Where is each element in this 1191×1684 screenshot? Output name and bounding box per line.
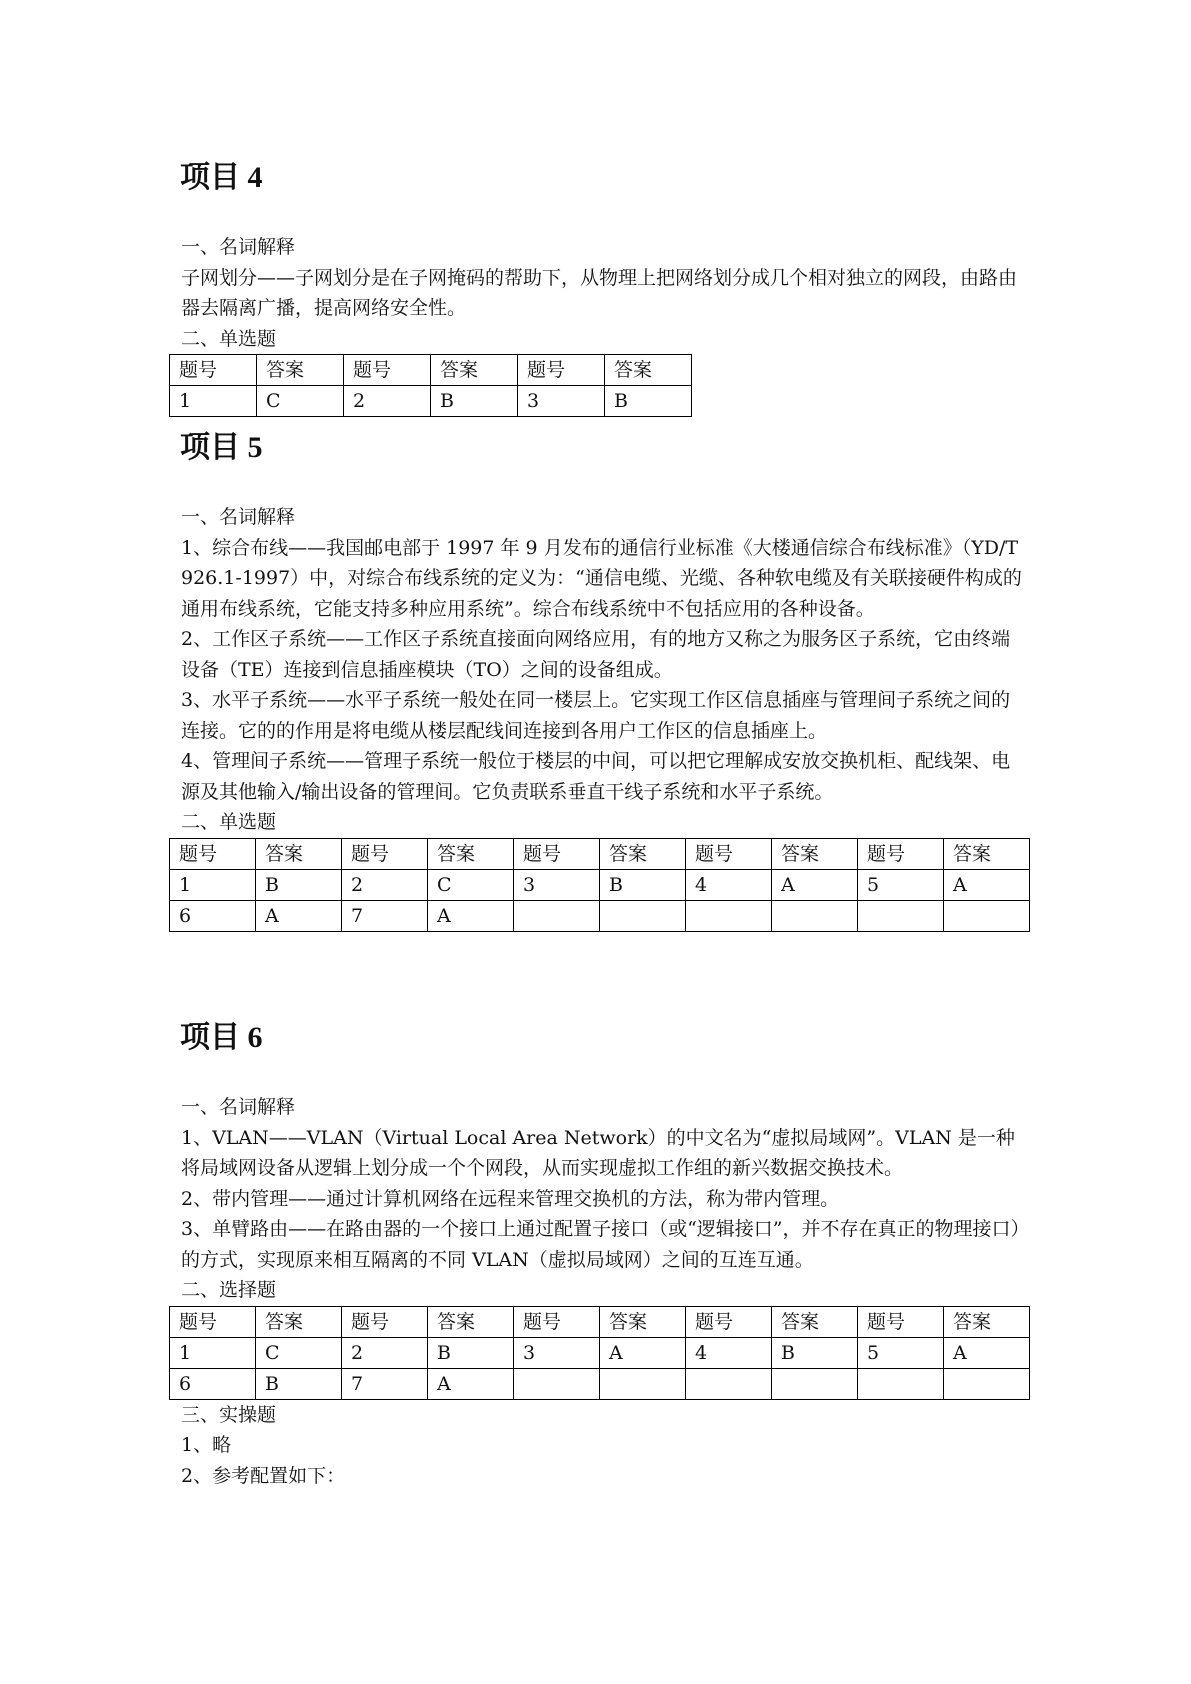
table-row bbox=[170, 386, 692, 417]
table-header-cell: 答案 bbox=[600, 1306, 686, 1337]
table-cell: C bbox=[428, 869, 514, 900]
table-header-cell: 答案 bbox=[257, 355, 344, 386]
paragraph: 4、管理间子系统——管理子系统一般位于楼层的中间，可以把它理解成安放交换机柜、配线架、电源及其他输入/输出设备的管理间。它负责联系垂直干线子系统和水平子系统。 bbox=[181, 750, 1011, 803]
section-title: 项目 5 bbox=[180, 431, 263, 464]
table-cell: 1 bbox=[170, 386, 257, 417]
table-cell: 3 bbox=[514, 869, 600, 900]
paragraph: 3、水平子系统——水平子系统一般处在同一楼层上。它实现工作区信息插座与管理间子系统之间的连接。它的的作用是将电缆从楼层配线间连接到各用户工作区的信息插座上。 bbox=[181, 689, 1011, 742]
table-cell bbox=[600, 1368, 686, 1399]
table-header-cell: 答案 bbox=[944, 1306, 1030, 1337]
table-cell: B bbox=[256, 869, 342, 900]
table-header-cell: 题号 bbox=[342, 838, 428, 869]
table-row bbox=[170, 1368, 1030, 1399]
answer-table bbox=[169, 1306, 1030, 1400]
table-header-row bbox=[170, 838, 1030, 869]
section-title: 项目 6 bbox=[180, 1021, 263, 1054]
table-row bbox=[170, 869, 1030, 900]
paragraph: 2、带内管理——通过计算机网络在远程来管理交换机的方法，称为带内管理。 bbox=[181, 1187, 840, 1210]
table-header-cell: 题号 bbox=[170, 1306, 256, 1337]
table-header-cell: 答案 bbox=[256, 838, 342, 869]
table-cell: B bbox=[600, 869, 686, 900]
table-cell: B bbox=[605, 386, 692, 417]
table-header-cell: 答案 bbox=[600, 838, 686, 869]
table-header-cell: 题号 bbox=[518, 355, 605, 386]
table-header-cell: 题号 bbox=[686, 838, 772, 869]
table-cell: B bbox=[431, 386, 518, 417]
table-header-cell: 答案 bbox=[772, 838, 858, 869]
table-header-cell: 题号 bbox=[686, 1306, 772, 1337]
table-cell bbox=[514, 900, 600, 931]
table-cell: B bbox=[772, 1337, 858, 1368]
table-header-cell: 题号 bbox=[514, 838, 600, 869]
table-cell: A bbox=[944, 1337, 1030, 1368]
table-header-cell: 题号 bbox=[858, 1306, 944, 1337]
table-cell: 7 bbox=[342, 900, 428, 931]
subheading-choice: 二、单选题 bbox=[181, 327, 277, 350]
table-cell: A bbox=[772, 869, 858, 900]
table-cell: 6 bbox=[170, 1368, 256, 1399]
table-cell: 2 bbox=[342, 869, 428, 900]
table-cell bbox=[686, 1368, 772, 1399]
paragraph: 3、单臂路由——在路由器的一个接口上通过配置子接口（或“逻辑接口”，并不存在真正的物理接口）的方式，实现原来相互隔离的不同 VLAN（虚拟局域网）之间的互连互通。 bbox=[181, 1218, 1021, 1271]
table-header-cell: 题号 bbox=[514, 1306, 600, 1337]
table-cell bbox=[686, 900, 772, 931]
table-cell: A bbox=[428, 1368, 514, 1399]
paragraph: 2、工作区子系统——工作区子系统直接面向网络应用，有的地方又称之为服务区子系统，它由终端设备（TE）连接到信息插座模块（TO）之间的设备组成。 bbox=[181, 628, 1011, 681]
table-cell: C bbox=[257, 386, 344, 417]
table-cell bbox=[858, 900, 944, 931]
table-cell bbox=[600, 900, 686, 931]
section-title: 项目 4 bbox=[180, 161, 263, 194]
table-cell: 2 bbox=[342, 1337, 428, 1368]
answer-table bbox=[169, 838, 1030, 932]
table-row bbox=[170, 900, 1030, 931]
table-cell bbox=[858, 1368, 944, 1399]
table-header-cell: 题号 bbox=[858, 838, 944, 869]
table-header-cell: 答案 bbox=[256, 1306, 342, 1337]
table-header-cell: 题号 bbox=[344, 355, 431, 386]
table-cell: A bbox=[944, 869, 1030, 900]
table-header-cell: 答案 bbox=[431, 355, 518, 386]
table-cell bbox=[772, 1368, 858, 1399]
table-header-cell: 答案 bbox=[605, 355, 692, 386]
table-cell: C bbox=[256, 1337, 342, 1368]
table-header-cell: 题号 bbox=[342, 1306, 428, 1337]
answer-table bbox=[169, 354, 692, 417]
table-cell: 2 bbox=[344, 386, 431, 417]
subheading-terms: 一、名词解释 bbox=[181, 1096, 296, 1118]
table-header-row bbox=[170, 355, 692, 386]
table-cell: 6 bbox=[170, 900, 256, 931]
table-cell bbox=[944, 900, 1030, 931]
table-header-cell: 答案 bbox=[772, 1306, 858, 1337]
table-cell: 5 bbox=[858, 869, 944, 900]
paragraph: 子网划分——子网划分是在子网掩码的帮助下，从物理上把网络划分成几个相对独立的网段，由路由器去隔离广播，提高网络安全性。 bbox=[181, 266, 1018, 319]
table-cell: 5 bbox=[858, 1337, 944, 1368]
paragraph: 1、综合布线——我国邮电部于 1997 年 9 月发布的通信行业标准《大楼通信综合布线标准》（YD/T 926.1-1997）中，对综合布线系统的定义为：“通信电缆、光缆、各种软电缆及有关联接硬件构成的通用布线系统，它能支持多种应用系统”。综合布线系统中不包括应用的各种设备。 bbox=[181, 536, 1022, 620]
list-item: 2、参考配置如下： bbox=[181, 1464, 346, 1487]
table-cell bbox=[514, 1368, 600, 1399]
table-cell: 3 bbox=[518, 386, 605, 417]
table-cell: A bbox=[600, 1337, 686, 1368]
table-header-row bbox=[170, 1306, 1030, 1337]
section-project-6 bbox=[170, 1018, 1030, 1491]
subheading-choice: 二、单选题 bbox=[181, 811, 277, 833]
subheading-terms: 一、名词解释 bbox=[181, 236, 296, 258]
table-header-cell: 题号 bbox=[170, 838, 256, 869]
table-cell: 4 bbox=[686, 1337, 772, 1368]
paragraph: 1、VLAN——VLAN（Virtual Local Area Network）的中文名为“虚拟局域网”。VLAN 是一种将局域网设备从逻辑上划分成一个个网段，从而实现虚拟工作组的新兴数据交换技术。 bbox=[181, 1126, 1015, 1179]
table-header-cell: 答案 bbox=[428, 838, 514, 869]
subheading-terms: 一、名词解释 bbox=[181, 506, 296, 528]
table-cell: A bbox=[428, 900, 514, 931]
list-item: 1、略 bbox=[181, 1434, 232, 1456]
section-project-5 bbox=[170, 428, 1030, 932]
table-cell: 1 bbox=[170, 1337, 256, 1368]
section-project-4 bbox=[170, 158, 1030, 417]
table-cell: 1 bbox=[170, 869, 256, 900]
table-header-cell: 答案 bbox=[944, 838, 1030, 869]
subheading-practice: 三、实操题 bbox=[181, 1403, 277, 1426]
table-cell: A bbox=[256, 900, 342, 931]
table-cell: 4 bbox=[686, 869, 772, 900]
table-cell: 7 bbox=[342, 1368, 428, 1399]
subheading-choice: 二、选择题 bbox=[181, 1279, 277, 1301]
table-cell: B bbox=[256, 1368, 342, 1399]
table-header-cell: 题号 bbox=[170, 355, 257, 386]
table-cell: B bbox=[428, 1337, 514, 1368]
table-cell bbox=[944, 1368, 1030, 1399]
table-cell: 3 bbox=[514, 1337, 600, 1368]
table-row bbox=[170, 1337, 1030, 1368]
table-cell bbox=[772, 900, 858, 931]
table-header-cell: 答案 bbox=[428, 1306, 514, 1337]
